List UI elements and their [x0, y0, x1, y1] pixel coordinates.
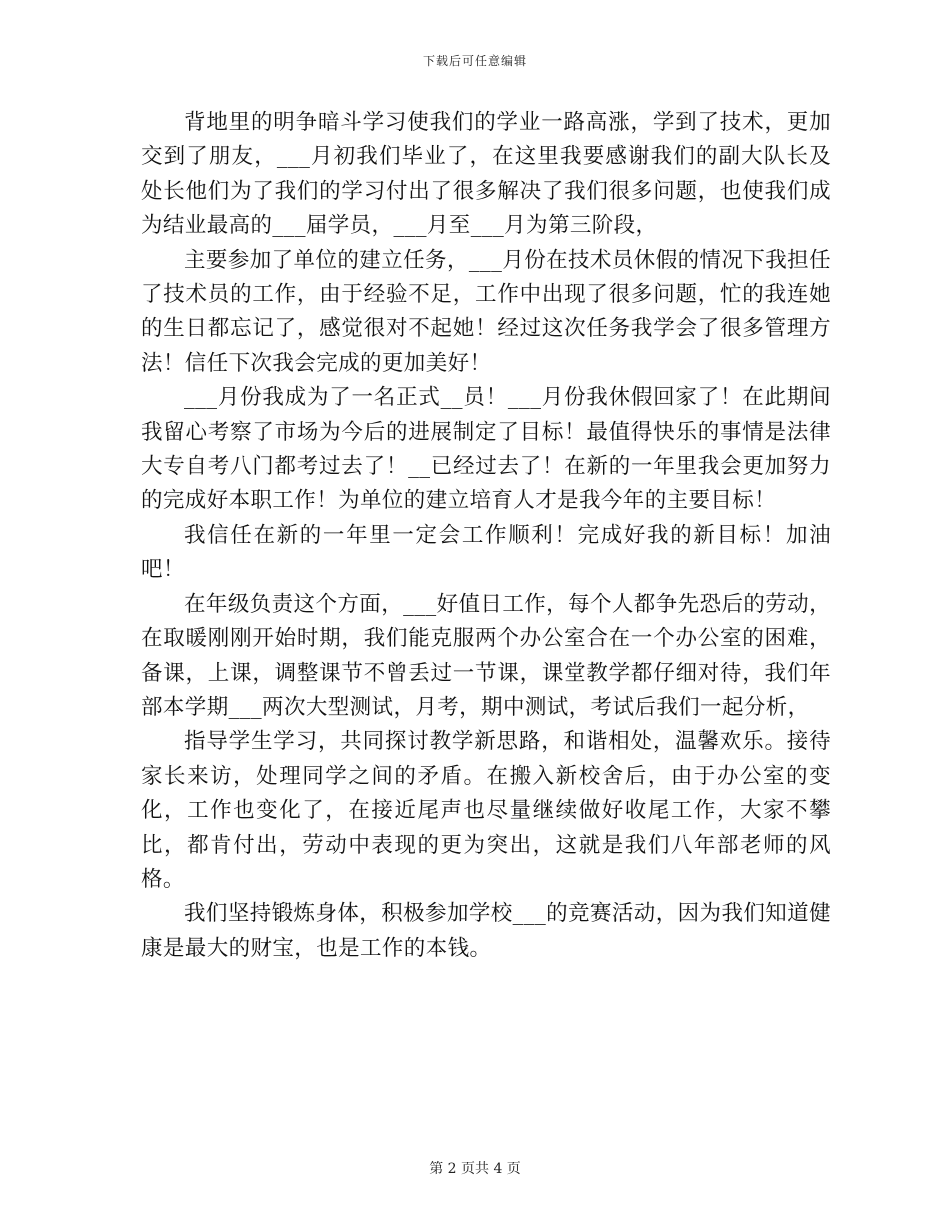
page-header: 下载后可任意编辑: [422, 54, 527, 68]
paragraph: 指导学生学习，共同探讨教学新思路，和谐相处，温馨欢乐。接待家长来访，处理同学之间的矛盾。在搬入新校舍后，由于办公室的变化，工作也变化了，在接近尾声也尽量继续做好收尾工作，大家不攀比，都肯付出，劳动中表现的更为突出，这就是我们八年部老师的风格。: [141, 729, 831, 892]
paragraph: 在年级负责这个方面，___好值日工作，每个人都争先恐后的劳动，在取暖刚刚开始时期，我们能克服两个办公室合在一个办公室的困难，备课，上课，调整课节不曾丢过一节课，课堂教学都仔细对待，我们年部本学期___两次大型测试，月考，期中测试，考试后我们一起分析，: [141, 591, 831, 720]
paragraph: 主要参加了单位的建立任务，___月份在技术员休假的情况下我担任了技术员的工作，由于经验不足，工作中出现了很多问题，忙的我连她的生日都忘记了，感觉很对不起她！经过这次任务我学会了很多管理方法！信任下次我会完成的更加美好！: [141, 247, 831, 376]
paragraph: ___月份我成为了一名正式__员！___月份我休假回家了！在此期间我留心考察了市场为今后的进展制定了目标！最值得快乐的事情是法律大专自考八门都考过去了！__已经过去了！在新的一年里我会更加努力的完成好本职工作！为单位的建立培育人才是我今年的主要目标！: [141, 385, 831, 514]
document-body: [141, 106, 831, 966]
paragraph: 我们坚持锻炼身体，积极参加学校___的竞赛活动，因为我们知道健康是最大的财宝，也是工作的本钱。: [141, 901, 831, 961]
paragraph: 我信任在新的一年里一定会工作顺利！完成好我的新目标！加油吧！: [141, 522, 831, 583]
paragraph: 背地里的明争暗斗学习使我们的学业一路高涨，学到了技术，更加交到了朋友，___月初我们毕业了，在这里我要感谢我们的副大队长及处长他们为了我们的学习付出了很多解决了我们很多问题，也使我们成为结业最高的___届学员，___月至___月为第三阶段，: [141, 110, 831, 239]
page-number-footer: 第 2 页共 4 页: [429, 1161, 521, 1177]
